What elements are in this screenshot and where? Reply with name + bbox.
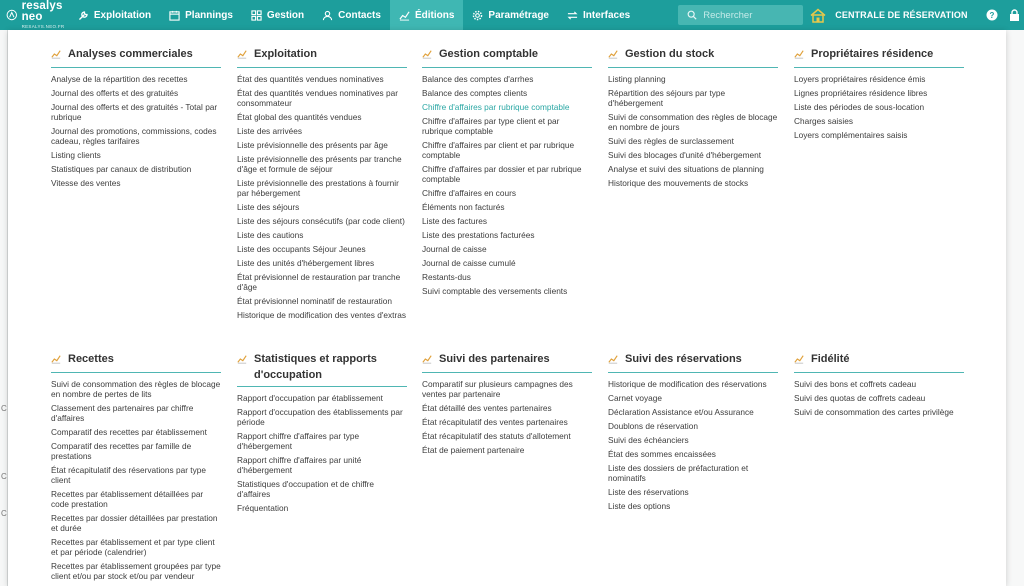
nav-editions[interactable] [390,0,463,30]
chart-icon [794,46,811,64]
menu-link[interactable]: Balance des comptes d'arrhes [422,74,534,84]
section-header [794,351,964,373]
background-page-right [1006,30,1024,586]
section-header [237,46,407,68]
menu-section [51,46,221,192]
menu-link[interactable]: État récapitulatif des ventes partenaires [422,417,568,427]
menu-section [422,46,592,300]
section-link-list [422,379,592,455]
menu-link[interactable]: Suivi des règles de surclassement [608,136,734,146]
section-link-list [237,74,407,320]
menu-link[interactable]: Liste des prestations facturées [422,230,535,240]
menu-link[interactable]: Suivi de consommation des cartes privilège [794,407,954,417]
menu-link[interactable]: Restants-dus [422,272,471,282]
home-icon[interactable] [810,6,826,24]
search-icon [687,10,697,20]
menu-link[interactable]: Comparatif sur plusieurs campagnes des ventes par partenaire [422,379,573,399]
menu-link[interactable]: Répartition des séjours par type d'hébergement [608,88,726,108]
exchange-icon [567,10,578,21]
menu-link[interactable]: Fréquentation [237,503,289,513]
menu-link[interactable]: Analyse et suivi des situations de planning [608,164,764,174]
editions-menu-panel [8,30,1006,586]
chart-icon [237,46,254,64]
nav-label: Paramétrage [488,9,549,21]
menu-link[interactable]: Historique de modification des ventes d'extras [237,310,406,320]
section-title: Exploitation [254,48,317,60]
menu-link[interactable]: Liste des arrivées [237,126,303,136]
menu-section [794,351,964,421]
menu-link[interactable]: Loyers propriétaires résidence émis [794,74,926,84]
top-navigation-bar [0,0,1024,30]
section-title: Gestion du stock [625,48,715,60]
chart-icon [422,351,439,369]
chart-icon [608,351,625,369]
section-header [51,46,221,68]
menu-link[interactable]: État global des quantités vendues [237,112,362,122]
menu-link[interactable]: Analyse de la répartition des recettes [51,74,188,84]
section-title: Analyses commerciales [68,48,193,60]
menu-link[interactable]: État des quantités vendues nominatives par consommateur [237,88,398,108]
nav-gestion[interactable] [242,0,313,30]
menu-link[interactable]: Recettes par établissement et par type client et par période (calendrier) [51,537,215,557]
section-link-list [794,379,964,417]
menu-link[interactable]: Lignes propriétaires résidence libres [794,88,928,98]
menu-link[interactable]: Suivi des blocages d'unité d'hébergement [608,150,762,160]
menu-link[interactable]: Chiffre d'affaires par dossier et par rubrique comptable [422,164,582,184]
svg-text:?: ? [989,11,995,20]
section-link-list [51,74,221,188]
menu-link[interactable]: Liste prévisionnelle des prestations à fournir par hébergement [237,178,399,198]
menu-link[interactable]: État des quantités vendues nominatives [237,74,384,84]
search-box[interactable] [678,5,803,25]
section-title: Suivi des réservations [625,353,742,365]
nav-parametrage[interactable] [463,0,558,30]
background-page-edge [0,30,8,586]
section-title: Fidélité [811,353,850,365]
menu-link[interactable]: Chiffre d'affaires par client et par rubrique comptable [422,140,575,160]
menu-link[interactable]: Journal des offerts et des gratuités - Total par rubrique [51,102,218,122]
menu-section [608,351,778,515]
menu-link[interactable]: Liste des unités d'hébergement libres [237,258,375,268]
menu-link[interactable]: Classement des partenaires par chiffre d'affaires [51,403,194,423]
nav-label: Éditions [414,9,455,21]
menu-link[interactable]: Historique de modification des réservations [608,379,767,389]
chart-icon [51,46,68,64]
grid-icon [251,10,262,21]
wrench-icon [78,10,89,21]
section-link-list [422,74,592,296]
menu-link[interactable]: Liste des séjours consécutifs (par code client) [237,216,405,226]
menu-link[interactable]: Liste des périodes de sous-location [794,102,925,112]
menu-link[interactable]: Doublons de réservation [608,421,698,431]
menu-link[interactable]: Liste des occupants Séjour Jeunes [237,244,366,254]
menu-link[interactable]: État détaillé des ventes partenaires [422,403,552,413]
menu-link[interactable]: Balance des comptes clients [422,88,528,98]
section-header [237,351,407,387]
nav-label: Exploitation [93,9,152,21]
menu-link[interactable]: Rapport d'occupation par établissement [237,393,383,403]
chart-icon [608,46,625,64]
section-title: Gestion comptable [439,48,539,60]
menu-link[interactable]: Statistiques par canaux de distribution [51,164,192,174]
menu-link[interactable]: Statistiques d'occupation et de chiffre d'affaires [237,479,375,499]
menu-link[interactable]: Liste des dossiers de préfacturation et nominatifs [608,463,749,483]
menu-link[interactable]: Charges saisies [794,116,854,126]
menu-link[interactable]: Liste prévisionnelle des présents par tranche d'âge et formule de séjour [237,154,402,174]
menu-link[interactable]: Loyers complémentaires saisis [794,130,908,140]
gear-icon [472,10,483,21]
menu-link[interactable]: Historique des mouvements de stocks [608,178,749,188]
nav-label: Plannings [185,9,233,21]
menu-link[interactable]: Journal de caisse [422,244,487,254]
menu-section [422,351,592,459]
menu-link[interactable]: Recettes par dossier détaillées par prestation et durée [51,513,218,533]
section-title: Statistiques et rapports d'occupation [254,353,377,381]
menu-link[interactable]: Journal des promotions, commissions, codes cadeau, règles tarifaires [51,126,217,146]
resalys-logo[interactable] [0,0,69,30]
menu-link[interactable]: Liste prévisionnelle des présents par âge [237,140,388,150]
section-header [422,351,592,373]
menu-link[interactable]: Liste des séjours [237,202,300,212]
section-header [608,46,778,68]
nav-plannings[interactable] [160,0,242,30]
menu-link[interactable]: Rapport d'occupation des établissements par période [237,407,403,427]
menu-link[interactable]: Rapport chiffre d'affaires par type d'hébergement [237,431,360,451]
menu-link[interactable]: Suivi des quotas de coffrets cadeau [794,393,926,403]
menu-link[interactable]: État des sommes encaissées [608,449,716,459]
menu-link[interactable]: État prévisionnel de restauration par tranche d'âge [237,272,401,292]
search-input[interactable] [703,10,803,21]
nav-label: Interfaces [583,9,631,21]
menu-link[interactable]: Suivi de consommation des règles de blocage en nombre de jours [608,112,778,132]
section-link-list [608,379,778,511]
menu-section [237,46,407,324]
section-link-list [51,379,221,581]
chart-icon [237,351,254,369]
chart-icon [794,351,811,369]
logo-subtitle: RESALYS.NEO.FR [21,23,65,29]
section-header [422,46,592,68]
menu-link[interactable]: Chiffre d'affaires par rubrique comptable [422,102,570,112]
section-header [51,351,221,373]
menu-link[interactable]: Suivi des bons et coffrets cadeau [794,379,917,389]
menu-link[interactable]: Vitesse des ventes [51,178,121,188]
chart-icon [399,10,410,21]
section-header [608,351,778,373]
user-icon [322,10,333,21]
chart-icon [51,351,68,369]
menu-link[interactable]: État récapitulatif des statuts d'allotement [422,431,571,441]
menu-link[interactable]: Comparatif des recettes par établissement [51,427,207,437]
menu-section [794,46,964,144]
background-letter: C [1,472,7,481]
lock-icon[interactable] [1008,9,1021,22]
nav-exploitation[interactable] [69,0,160,30]
menu-section [608,46,778,192]
section-title: Recettes [68,353,114,365]
menu-link[interactable]: Liste des factures [422,216,488,226]
menu-link[interactable]: Recettes par établissement groupées par type client et/ou par stock et/ou par vendeur [51,561,221,581]
menu-link[interactable]: Suivi des échéanciers [608,435,689,445]
menu-link[interactable]: Liste des réservations [608,487,689,497]
section-title: Suivi des partenaires [439,353,550,365]
menu-link[interactable]: Chiffre d'affaires par type client et par rubrique comptable [422,116,560,136]
menu-link[interactable]: Carnet voyage [608,393,662,403]
menu-link[interactable]: Journal de caisse cumulé [422,258,516,268]
menu-link[interactable]: État de paiement partenaire [422,445,525,455]
calendar-icon [169,10,180,21]
help-icon[interactable] [986,9,999,22]
menu-link[interactable]: Listing clients [51,150,101,160]
menu-link[interactable]: État récapitulatif des réservations par type client [51,465,206,485]
section-title: Propriétaires résidence [811,48,934,60]
section-link-list [237,393,407,513]
menu-link[interactable]: Suivi comptable des versements clients [422,286,568,296]
section-header [794,46,964,68]
menu-link[interactable]: Suivi de consommation des règles de blocage en nombre de pertes de lits [51,379,221,399]
background-letter: C [1,509,7,518]
menu-link[interactable]: Journal des offerts et des gratuités [51,88,179,98]
menu-link[interactable]: Comparatif des recettes par famille de prestations [51,441,192,461]
menu-link[interactable]: Liste des cautions [237,230,304,240]
menu-section [237,351,407,517]
menu-link[interactable]: Déclaration Assistance et/ou Assurance [608,407,754,417]
logo-name: resalys neo [21,0,63,24]
logo-mark-icon [6,7,18,23]
menu-link[interactable]: Éléments non facturés [422,202,505,212]
menu-link[interactable]: Chiffre d'affaires en cours [422,188,516,198]
menu-link[interactable]: Liste des options [608,501,671,511]
menu-link[interactable]: Listing planning [608,74,666,84]
nav-label: Contacts [338,9,381,21]
menu-link[interactable]: État prévisionnel nominatif de restauration [237,296,392,306]
nav-label: Gestion [266,9,305,21]
background-letter: C [1,404,7,413]
section-link-list [608,74,778,188]
chart-icon [422,46,439,64]
nav-contacts[interactable] [313,0,390,30]
menu-link[interactable]: Recettes par établissement détaillées par code prestation [51,489,204,509]
section-link-list [794,74,964,140]
nav-interfaces[interactable] [558,0,639,30]
menu-link[interactable]: Rapport chiffre d'affaires par unité d'hébergement [237,455,362,475]
centrale-reservation-label[interactable]: CENTRALE DE RÉSERVATION [835,10,968,20]
menu-section [51,351,221,585]
